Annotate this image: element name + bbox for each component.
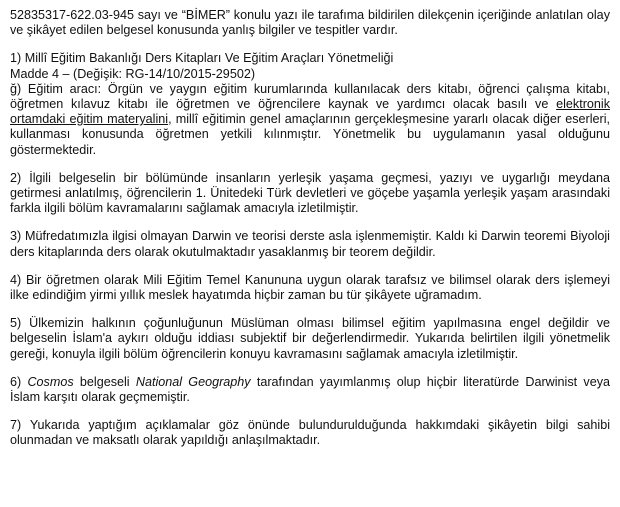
paragraph-3: 3) Müfredatımızla ilgisi olmayan Darwin ve teorisi derste asla işlenmemiştir. Kaldı ki Darwin teoremi Biyoloji ders kitaplarında ders olarak okutulmaktadır yasaklanmış bir teorem değildir. [10, 229, 610, 259]
national-geography-name: National Geography [135, 374, 251, 389]
paragraph-6-number: 6) [10, 374, 28, 389]
paragraph-6-mid: belgeseli [73, 374, 136, 389]
paragraph-1-text: ğ) Eğitim aracı: Örgün ve yaygın eğitim kurumlarında kullanılacak ders kitabı, öğrenci çalışma kitabı, öğretmen kılavuz kitabı ile öğretmen ve öğrencilere kaynak ve yardımcı olacak basılı ve [10, 81, 610, 112]
paragraph-6 [10, 375, 610, 405]
intro-paragraph: 52835317-622.03-945 sayı ve “BİMER” konulu yazı ile tarafıma bildirilen dilekçenin içeriğinde anlatılan olay ve şikâyet edilen belgesel konusunda yanlış bilgiler ve tespitler vardır. [10, 8, 610, 38]
paragraph-2: 2) İlgili belgeselin bir bölümünde insanların yerleşik yaşama geçmesi, yazıyı ve uygarlığı meydana getirmesi anlatılmış, öğrencilerin 1. Ünitedeki Türk devletleri ve göçebe yaşamla yerleşik yaşam arasındaki farkla ilgili bölüm kavramalarını sağlamak amacıyla izletilmiştir. [10, 170, 610, 216]
paragraph-1-text-end: , millî eğitimin genel amaçlarının gerçekleşmesine yararlı olacak diğer eserleri, kullanması konusunda öğretmen yetkili kılınmıştır. Yönetmelik bu uygulamanın yasal olduğunu göstermektedir. [10, 112, 610, 157]
paragraph-5: 5) Ülkemizin halkının çoğunluğunun Müslüman olması bilimsel eğitim yapılmasına engel değildir ve belgeselin İslam'a aykırı olduğu iddiası subjektif bir değerlendirmedir. Yukarıda belirtilen ilgili yönetmelik gereği, konuyla ilgili bölüm öğrencilerin konuyu kavramasını sağlamak amacıyla izletilmiştir. [10, 316, 610, 361]
regulation-title: 1) Millî Eğitim Bakanlığı Ders Kitapları Ve Eğitim Araçları Yönetmeliği [10, 51, 394, 66]
paragraph-6-text: tarafından yayımlanmış olup hiçbir literatürde Darwinist veya İslam karşıtı olarak geçmemiştir. [10, 374, 610, 405]
paragraph-7: 7) Yukarıda yaptığım açıklamalar göz önünde bulundurulduğunda hakkımdaki şikâyetin bilgi sahibi olunmadan ve maksatlı olarak yapıldığı anlaşılmaktadır. [10, 418, 610, 448]
cosmos-title: Cosmos [27, 374, 74, 389]
paragraph-1 [10, 51, 610, 157]
electronic-materials-underlined: elektronik ortamdaki eğitim materyalini [10, 97, 610, 127]
regulation-article: Madde 4 – (Değişik: RG-14/10/2015-29502) [10, 66, 256, 81]
paragraph-4: 4) Bir öğretmen olarak Mili Eğitim Temel Kanununa uygun olarak tarafsız ve bilimsel olarak ders işlemeyi ilke edindiğim yirmi yıllık meslek hayatımda hiçbir zaman bu tür şikâyete uğramadım. [10, 272, 610, 303]
